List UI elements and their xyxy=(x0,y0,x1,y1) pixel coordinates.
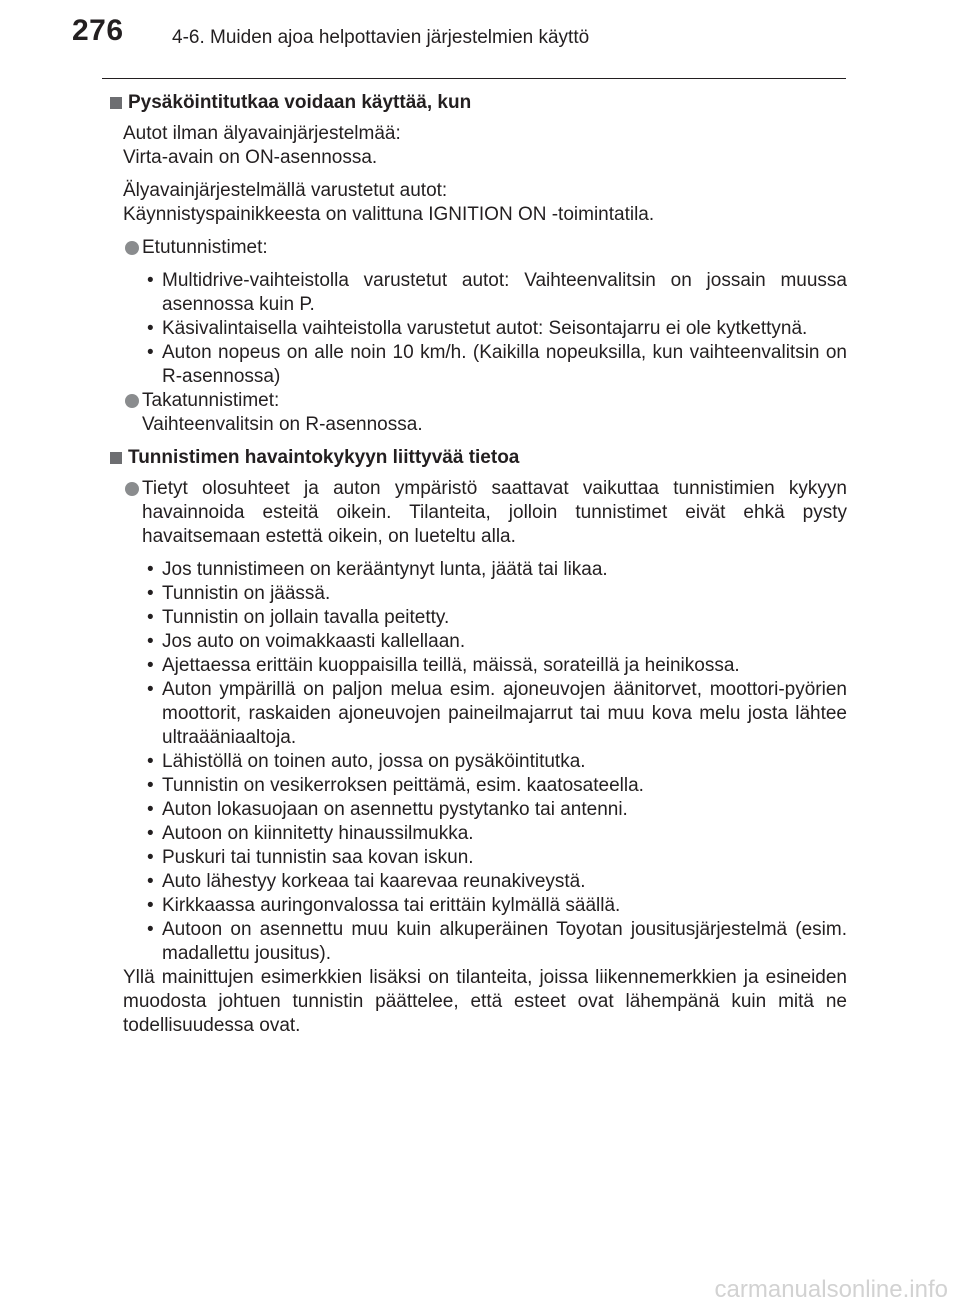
page-number: 276 xyxy=(72,14,124,47)
bullet-list xyxy=(147,269,847,389)
list-item: • Lähistöllä on toinen auto, jossa on pysäköintitutka. xyxy=(147,751,586,772)
section-heading xyxy=(107,91,847,115)
square-bullet-icon xyxy=(110,97,122,109)
list-item: • Jos auto on voimakkaasti kallellaan. xyxy=(147,631,466,652)
circle-bullet-icon xyxy=(125,394,139,408)
section-heading-text: Pysäköintitutkaa voidaan käyttää, kun xyxy=(128,92,472,113)
list-item: • Autoon on kiinnitetty hinaussilmukka. xyxy=(147,823,474,844)
list-item: • Tunnistin on jollain tavalla peitetty. xyxy=(147,607,450,628)
list-item: • Multidrive-vaihteistolla varustetut autot: Vaihteenvalitsin on jossain muussa asennossa kuin P. xyxy=(147,270,847,315)
list-item: • Auton nopeus on alle noin 10 km/h. (Kaikilla nopeuksilla, kun vaihteenvalitsin on R-asennossa) xyxy=(147,342,847,387)
subsection-text: Vaihteenvalitsin on R-asennossa. xyxy=(142,414,423,435)
chapter-title: 4-6. Muiden ajoa helpottavien järjestelmien käyttö xyxy=(172,27,590,48)
list-item: • Puskuri tai tunnistin saa kovan iskun. xyxy=(147,847,474,868)
text-line: Älyavainjärjestelmällä varustetut autot: xyxy=(123,180,448,201)
header-rule xyxy=(102,78,846,79)
list-item: • Auto lähestyy korkeaa tai kaarevaa reunakiveystä. xyxy=(147,871,586,892)
list-item: • Tunnistin on vesikerroksen peittämä, esim. kaatosateella. xyxy=(147,775,644,796)
list-item: • Auton ympärillä on paljon melua esim. ajoneuvojen äänitorvet, moottori-pyörien moottorit, raskaiden ajoneuvojen paineilmajarrut tai muu kova melu josta lähtee ultraääniaaltoja. xyxy=(147,679,847,748)
page-content xyxy=(107,91,847,1047)
list-item: • Kirkkaassa auringonvalossa tai erittäin kylmällä säällä. xyxy=(147,895,621,916)
watermark: carmanualsonline.info xyxy=(714,1276,948,1303)
circle-bullet-icon xyxy=(125,241,139,255)
list-item: • Autoon on asennettu muu kuin alkuperäinen Toyotan jousitusjärjestelmä (esim. madallettu jousitus). xyxy=(147,919,847,964)
paragraph xyxy=(123,179,847,227)
section-heading xyxy=(107,446,847,470)
circle-bullet-icon xyxy=(125,482,139,496)
bullet-list xyxy=(147,558,847,966)
intro-text: Tietyt olosuhteet ja auton ympäristö saattavat vaikuttaa tunnistimien kykyyn havainnoida esteitä oikein. Tilanteita, jolloin tunnistimet eivät ehkä pysty havaitsemaan estettä oikein, on lueteltu alla. xyxy=(142,478,847,547)
section-heading-text: Tunnistimen havaintokykyyn liittyvää tietoa xyxy=(128,447,520,468)
list-item: • Tunnistin on jäässä. xyxy=(147,583,331,604)
subsection xyxy=(125,389,847,437)
list-item: • Jos tunnistimeen on kerääntynyt lunta, jäätä tai likaa. xyxy=(147,559,608,580)
text-line: Autot ilman älyavainjärjestelmää: xyxy=(123,123,401,144)
subsection-label: Etutunnistimet: xyxy=(142,237,268,258)
list-item: • Auton lokasuojaan on asennettu pystytanko tai antenni. xyxy=(147,799,628,820)
subsection xyxy=(125,236,847,260)
text-line: Virta-avain on ON-asennossa. xyxy=(123,147,378,168)
list-item: • Käsivalintaisella vaihteistolla varustetut autot: Seisontajarru ei ole kytkettynä. xyxy=(147,318,808,339)
square-bullet-icon xyxy=(110,452,122,464)
subsection xyxy=(125,477,847,549)
paragraph xyxy=(123,122,847,170)
closing-paragraph: Yllä mainittujen esimerkkien lisäksi on tilanteita, joissa liikennemerkkien ja esineiden muodosta johtuen tunnistin päättelee, että esteet ovat lähempänä kuin mitä ne todellisuudessa ovat. xyxy=(123,967,847,1036)
text-line: Käynnistyspainikkeesta on valittuna IGNITION ON -toimintatila. xyxy=(123,204,655,225)
subsection-label: Takatunnistimet: xyxy=(142,390,280,411)
list-item: • Ajettaessa erittäin kuoppaisilla teillä, mäissä, sorateillä ja heinikossa. xyxy=(147,655,740,676)
